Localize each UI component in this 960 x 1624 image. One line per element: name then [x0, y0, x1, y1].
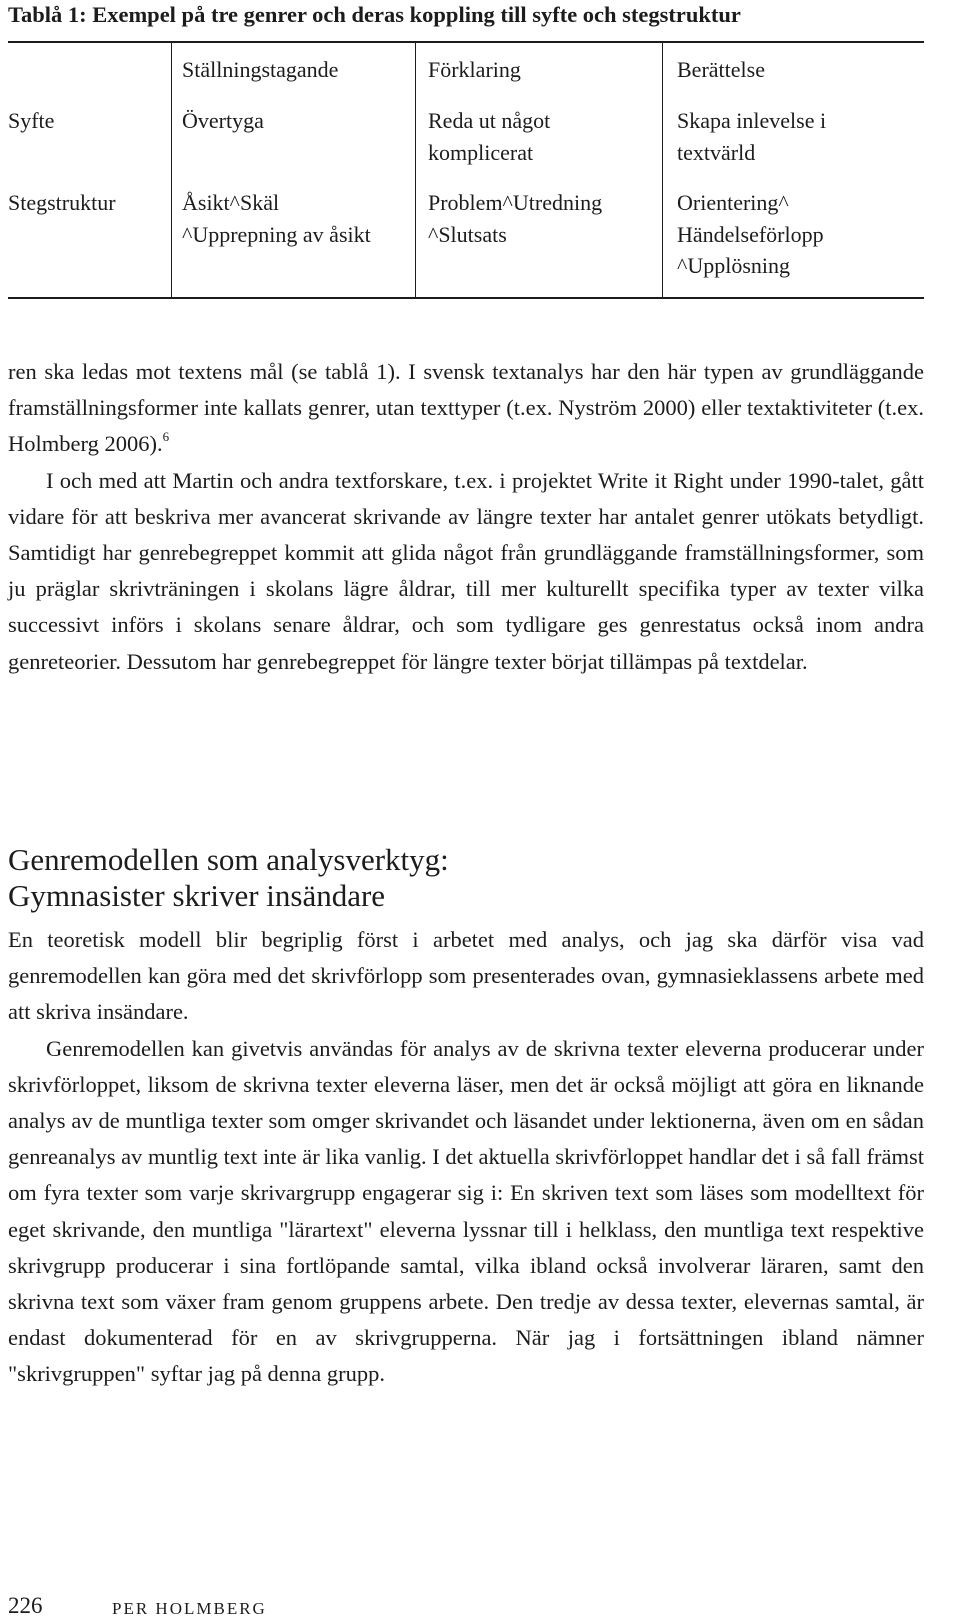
section-heading-line: Gymnasister skriver insändare	[8, 878, 386, 913]
table-bottom-rule	[8, 297, 924, 299]
table-cell: Reda ut något komplicerat	[428, 108, 551, 165]
page-footer	[8, 1591, 267, 1621]
table-cell: Problem^Utredning ^Slutsats	[428, 190, 603, 247]
table-top-rule	[8, 41, 924, 43]
paragraph: En teoretisk modell blir begriplig först i arbetet med analys, och jag ska därför visa vad genremodellen kan göra med det skrivförlopp som presenterades ovan, gymnasieklassens arbete med att skriva insändare.	[8, 927, 924, 1025]
table-cell: Övertyga	[182, 108, 264, 133]
table-column-header: Ställningstagande	[182, 57, 339, 82]
table-cell: Åsikt^Skäl ^Upprepning av åsikt	[182, 190, 371, 247]
paragraph: Genremodellen kan givetvis användas för analys av de skrivna texter eleverna producerar under skrivförloppet, liksom de skrivna texter eleverna läser, men det är också möjligt att göra en liknande analys av de muntliga texter som omger skrivandet och läsandet under lektionerna, även om en sådan genreanalys av muntlig text inte är lika vanlig. I det aktuella skrivförloppet handlar det i så fall främst om fyra texter som varje skrivargrupp engagerar sig i: En skriven text som läses som modelltext för eget skrivande, den muntliga "lärartext" eleverna lyssnar till i helklass, den muntliga text respektive skrivgrupp producerar i sina fortlöpande samtal, vilka ibland också involverar läraren, samt den skrivna text som växer fram genom gruppens arbete. Den tredje av dessa texter, elevernas samtal, är endast dokumenterad för en av skrivgrupperna. När jag i fortsättningen ibland nämner "skrivgruppen" syftar jag på denna grupp.	[8, 1035, 924, 1387]
footnote-marker: 6	[162, 429, 170, 445]
page-number: 226	[8, 1593, 43, 1618]
table-caption: Tablå 1: Exempel på tre genrer och deras koppling till syfte och stegstruktur	[8, 2, 741, 27]
table-column-divider	[415, 42, 416, 298]
section-heading	[8, 842, 924, 914]
table-column-divider	[171, 42, 172, 298]
table-row-label: Stegstruktur	[8, 190, 116, 215]
table-column-header: Förklaring	[428, 57, 521, 82]
table-cell: Orientering^ Händelseförlopp ^Upplösning	[677, 190, 824, 278]
paragraph	[8, 354, 924, 463]
paragraph-text: ren ska ledas mot textens mål (se tablå 1). I svensk textanalys har den här typen av grundläggande framställningsformer inte kallats genrer, utan texttyper (t.ex. Nyström 2000) eller textaktiviteter (t.ex. Holmberg 2006).	[8, 359, 924, 457]
section-body-text	[8, 922, 924, 1393]
table-row-label: Syfte	[8, 108, 55, 133]
section-heading-line: Genremodellen som analysverktyg:	[8, 842, 449, 877]
body-text	[8, 354, 924, 680]
running-author: PER HOLMBERG	[112, 1599, 267, 1618]
table-cell: Skapa inlevelse i textvärld	[677, 108, 827, 165]
table-column-divider	[662, 42, 663, 298]
paragraph: I och med att Martin och andra textforskare, t.ex. i projektet Write it Right under 1990-talet, gått vidare för att beskriva mer avancerat skrivande av längre texter har antalet genrer utökats betydligt. Samtidigt har genrebegreppet kommit att glida något från grundläggande framställningsformer, som ju präglar skrivträningen i skolans lägre åldrar, till mer kulturellt specifika typer av texter vilka successivt införs i skolans senare åldrar, och som tydligare ges genrestatus också inom andra genreteorier. Dessutom har genrebegreppet för längre texter börjat tillämpas på textdelar.	[8, 467, 924, 674]
table-column-header: Berättelse	[677, 57, 765, 82]
